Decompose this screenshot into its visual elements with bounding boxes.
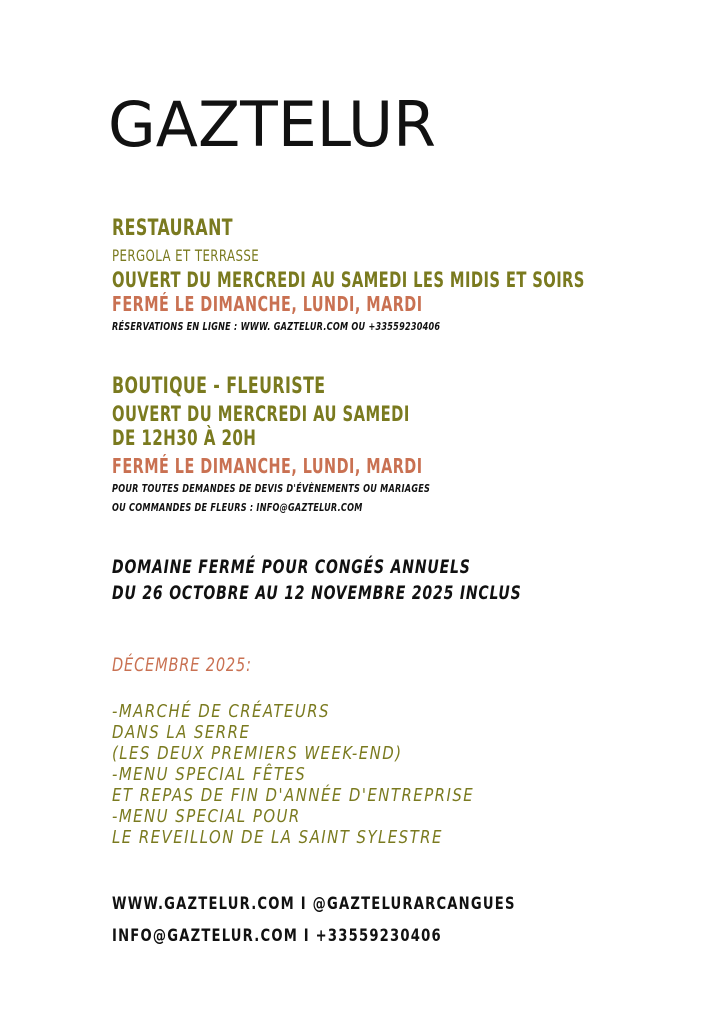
logo-text: GAZTELUR <box>108 88 436 158</box>
december-event-line: LE REVEILLON DE LA SAINT SYLESTRE <box>112 827 443 848</box>
december-event-line: -MARCHÉ DE CRÉATEURS <box>112 701 330 722</box>
december-event-line: -MENU SPECIAL POUR <box>112 806 301 827</box>
boutique-title: BOUTIQUE - FLEURISTE <box>112 374 326 399</box>
restaurant-reservation-note: RÉSERVATIONS EN LIGNE : WWW. GAZTELUR.COM OU +33559230406 <box>112 320 441 333</box>
footer-website-social: WWW.GAZTELUR.COM I @GAZTELURARCANGUES <box>112 894 516 914</box>
restaurant-subtitle: PERGOLA ET TERRASSE <box>112 246 260 265</box>
boutique-closed-days: FERMÉ LE DIMANCHE, LUNDI, MARDI <box>112 454 423 478</box>
boutique-order-note: OU COMMANDES DE FLEURS : INFO@GAZTELUR.COM <box>112 501 363 514</box>
december-event-line: ET REPAS DE FIN D'ANNÉE D'ENTREPRISE <box>112 785 475 806</box>
restaurant-title: RESTAURANT <box>112 216 233 241</box>
december-event-line: (LES DEUX PREMIERS WEEK-END) <box>112 743 403 764</box>
boutique-quote-note: POUR TOUTES DEMANDES DE DEVIS D'ÉVÈNEMENTS OU MARIAGES <box>112 482 431 495</box>
december-event-line: DANS LA SERRE <box>112 722 251 743</box>
footer-email-phone: INFO@GAZTELUR.COM I +33559230406 <box>112 926 442 946</box>
boutique-open-hours: DE 12H30 À 20H <box>112 426 257 450</box>
december-event-line: -MENU SPECIAL FÊTES <box>112 764 307 785</box>
gaztelur-logo <box>108 80 448 158</box>
gaztelur-logo-mark <box>108 80 448 158</box>
boutique-open-days: OUVERT DU MERCREDI AU SAMEDI <box>112 402 410 426</box>
restaurant-closed-days: FERMÉ LE DIMANCHE, LUNDI, MARDI <box>112 292 423 316</box>
december-title: DÉCEMBRE 2025: <box>112 654 252 676</box>
annual-closure-line: DOMAINE FERMÉ POUR CONGÉS ANNUELS <box>112 556 471 578</box>
annual-closure-dates: DU 26 OCTOBRE AU 12 NOVEMBRE 2025 INCLUS <box>112 582 522 604</box>
restaurant-hours: OUVERT DU MERCREDI AU SAMEDI LES MIDIS ET SOIRS <box>112 268 585 292</box>
